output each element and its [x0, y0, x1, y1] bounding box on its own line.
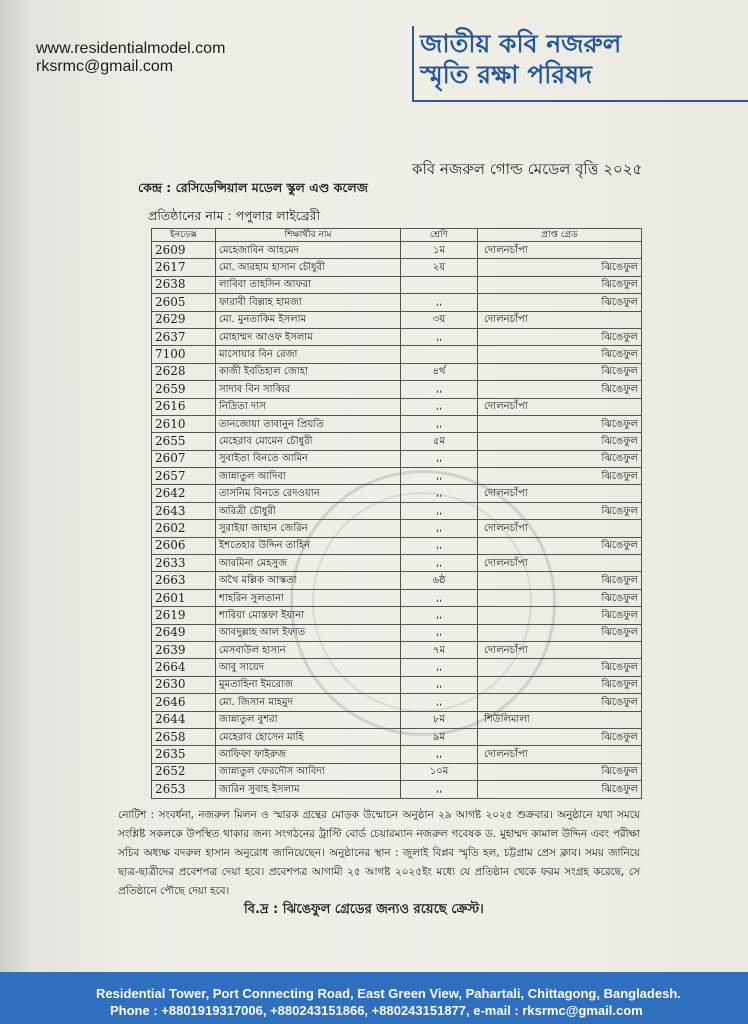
class-cell: [401, 276, 478, 293]
table-row: [152, 589, 642, 606]
grade-cell: ঝিঙেফুল: [478, 381, 642, 398]
class-cell: ,,: [401, 398, 478, 415]
grade-cell: ঝিঙেফুল: [478, 659, 642, 676]
index-cell: 2629: [152, 311, 216, 328]
index-cell: 2628: [152, 363, 216, 380]
grade-cell: ঝিঙেফুল: [478, 763, 642, 780]
grade-cell: ঝিঙেফুল: [478, 781, 642, 798]
grade-cell: দোলনচাঁপা: [478, 485, 642, 502]
table-row: [152, 676, 642, 693]
index-cell: 2609: [152, 242, 216, 259]
notice-paragraph: নোটিশ : সংবর্ধনা, নজরুল মিলন ও স্মারক গ্রন্থের মোড়ক উন্মোচন অনুষ্ঠান ২৯ আগষ্ট ২০২৫ শুক্রবার। অনুষ্ঠানে যথা সময়ে সংশ্লিষ্ট সকলকে উপস্থিত থাকার জন্য সংগঠনের ট্রাস্টি বোর্ড চেয়ারম্যান নজরুল গবেষক ড. মুহাম্মদ কামাল উদ্দিন এবং পরীক্ষা সচিব অধ্যক্ষ বদরুল হাসান অনুরোধ জানিয়েছেন। অনুষ্ঠানের স্থান : জুলাই বিপ্লব স্মৃতি হল, চট্টগ্রাম প্রেস ক্লাব। সময় জানিয়ে ছাত্র-ছাত্রীদের প্রবেশপত্র দেয়া হবে। প্রবেশপত্র আগামী ২৫ আগষ্ট ২০২৫ইং মধ্যে যে প্রতিষ্ঠান থেকে ফরম সংগ্রহ করেছে, সে প্রতিষ্ঠানে পৌছে দেয়া হবে।: [118, 809, 640, 897]
student-name-cell: মোহাম্মদ আওফ ইসলাম: [216, 328, 401, 345]
table-row: [152, 242, 642, 259]
student-name-cell: আবদুল্লাহ আল ইফাত: [216, 624, 401, 641]
student-name-cell: শাহরিন সুলতানা: [216, 589, 401, 606]
table-row: [152, 381, 642, 398]
index-cell: 2601: [152, 589, 216, 606]
table-row: [152, 520, 642, 537]
table-row: [152, 537, 642, 554]
table-row: [152, 781, 642, 798]
student-name-cell: আবু সায়েদ: [216, 659, 401, 676]
grade-cell: ঝিঙেফুল: [478, 276, 642, 293]
footer-bar: [0, 972, 748, 1024]
class-cell: ,,: [401, 555, 478, 572]
table-row: [152, 728, 642, 745]
index-cell: 2633: [152, 555, 216, 572]
org-name-line2: স্মৃতি রক্ষা পরিষদ: [420, 60, 593, 89]
index-cell: 2638: [152, 276, 216, 293]
table-row: [152, 572, 642, 589]
student-name-cell: সাদাব বিন সাব্বির: [216, 381, 401, 398]
grade-cell: ঝিঙেফুল: [478, 346, 642, 363]
index-cell: 2664: [152, 659, 216, 676]
grade-cell: ঝিঙেফুল: [478, 572, 642, 589]
institution-name: প্রতিষ্ঠানের নাম : পপুলার লাইব্রেরী: [148, 208, 321, 223]
index-cell: 2635: [152, 746, 216, 763]
class-cell: ,,: [401, 676, 478, 693]
student-name-cell: আফিফা ফাইরুজ: [216, 746, 401, 763]
index-cell: 2663: [152, 572, 216, 589]
student-name-cell: ইশতেহার উদ্দিন তাহিন: [216, 537, 401, 554]
organization-name: [420, 28, 621, 90]
grade-cell: ঝিঙেফুল: [478, 450, 642, 467]
student-name-cell: জান্নাতুল ফেরদৌস আবিদা: [216, 763, 401, 780]
class-cell: ২য়: [401, 259, 478, 276]
contact-block: [36, 40, 225, 76]
table-row: [152, 450, 642, 467]
student-name-cell: সুরাইয়া জাহান জেরিন: [216, 520, 401, 537]
header-index: ইনডেক্স: [152, 229, 216, 242]
student-name-cell: জারিন সুবাহ ইসলাম: [216, 781, 401, 798]
index-cell: 2643: [152, 502, 216, 519]
student-name-cell: অরিত্রী চৌধুরী: [216, 502, 401, 519]
grade-cell: দোলনচাঁপা: [478, 242, 642, 259]
index-cell: 2644: [152, 711, 216, 728]
table-row: [152, 433, 642, 450]
results-table: [151, 228, 642, 799]
student-name-cell: কাজী ইবতিহাল জোহা: [216, 363, 401, 380]
index-cell: 2646: [152, 694, 216, 711]
class-cell: ,,: [401, 537, 478, 554]
centre-name: কেন্দ্র : রেসিডেন্সিয়াল মডেল স্কুল এণ্ড কলেজ: [138, 180, 368, 195]
footer-address: Residential Tower, Port Connecting Road, East Green View, Pahartali, Chittagong, Bangladesh.: [96, 986, 681, 1001]
grade-cell: ঝিঙেফুল: [478, 468, 642, 485]
grade-cell: দোলনচাঁপা: [478, 520, 642, 537]
table-row: [152, 276, 642, 293]
table-row: [152, 659, 642, 676]
class-cell: ,,: [401, 502, 478, 519]
class-cell: ,,: [401, 694, 478, 711]
class-cell: ,,: [401, 781, 478, 798]
student-name-cell: মো. মুনতাকিম ইসলাম: [216, 311, 401, 328]
header-name: শিক্ষার্থীর নাম: [216, 229, 401, 242]
grade-cell: দোলনচাঁপা: [478, 311, 642, 328]
student-name-cell: মো. আরহাম হাসান চৌধুরী: [216, 259, 401, 276]
grade-cell: ঝিঙেফুল: [478, 624, 642, 641]
index-cell: 2637: [152, 328, 216, 345]
table-row: [152, 763, 642, 780]
index-cell: 2606: [152, 537, 216, 554]
class-cell: ,,: [401, 659, 478, 676]
class-cell: ,,: [401, 381, 478, 398]
table-row: [152, 398, 642, 415]
index-cell: 2617: [152, 259, 216, 276]
student-name-cell: মেসবাউল হাসান: [216, 641, 401, 658]
table-row: [152, 311, 642, 328]
grade-cell: ঝিঙেফুল: [478, 694, 642, 711]
class-cell: ৬ষ্ঠ: [401, 572, 478, 589]
table-header-row: [152, 229, 642, 242]
table-row: [152, 363, 642, 380]
table-row: [152, 328, 642, 345]
grade-cell: ঝিঙেফুল: [478, 415, 642, 432]
index-cell: 2653: [152, 781, 216, 798]
class-cell: ৯ম: [401, 728, 478, 745]
student-name-cell: তানজোয়া তাবানুন প্রিয়তি: [216, 415, 401, 432]
student-name-cell: মেহেরাব হোসেন মাহি: [216, 728, 401, 745]
table-row: [152, 694, 642, 711]
student-name-cell: মাসোয়ার বিন রেজা: [216, 346, 401, 363]
award-title: কবি নজরুল গোল্ড মেডেল বৃত্তি ২০২৫: [412, 160, 643, 178]
index-cell: 2605: [152, 294, 216, 311]
class-cell: ,,: [401, 607, 478, 624]
index-cell: 2616: [152, 398, 216, 415]
index-cell: 2642: [152, 485, 216, 502]
class-cell: ,,: [401, 624, 478, 641]
index-cell: 2607: [152, 450, 216, 467]
grade-cell: ঝিঙেফুল: [478, 537, 642, 554]
student-name-cell: ফারাবী বিল্লাহ হামজা: [216, 294, 401, 311]
class-cell: ,,: [401, 520, 478, 537]
website-text: www.residentialmodel.com: [36, 40, 226, 57]
table-row: [152, 607, 642, 624]
class-cell: ,,: [401, 746, 478, 763]
class-cell: ,,: [401, 415, 478, 432]
table-row: [152, 746, 642, 763]
index-cell: 2602: [152, 520, 216, 537]
grade-cell: ঝিঙেফুল: [478, 328, 642, 345]
class-cell: [401, 346, 478, 363]
class-cell: ,,: [401, 294, 478, 311]
grade-cell: ঝিঙেফুল: [478, 589, 642, 606]
table-row: [152, 485, 642, 502]
index-cell: 2630: [152, 676, 216, 693]
class-cell: ১ম: [401, 242, 478, 259]
index-cell: 2639: [152, 641, 216, 658]
class-cell: ,,: [401, 485, 478, 502]
student-name-cell: শারিয়া মোস্তফা ইয়ানা: [216, 607, 401, 624]
student-name-cell: নিদ্রিতা দাস: [216, 398, 401, 415]
class-cell: ৫ম: [401, 433, 478, 450]
index-cell: 2657: [152, 468, 216, 485]
grade-cell: ঝিঙেফুল: [478, 294, 642, 311]
grade-cell: ঝিঙেফুল: [478, 259, 642, 276]
table-row: [152, 346, 642, 363]
index-cell: 2649: [152, 624, 216, 641]
class-cell: ৪র্থ: [401, 363, 478, 380]
student-name-cell: মেহেজাবিন আহমেদ: [216, 242, 401, 259]
grade-cell: ঝিঙেফুল: [478, 728, 642, 745]
student-name-cell: মো. জিসান মাহমুদ: [216, 694, 401, 711]
grade-cell: ঝিঙেফুল: [478, 433, 642, 450]
grade-cell: শিউলিমালা: [478, 711, 642, 728]
class-cell: ,,: [401, 328, 478, 345]
student-name-cell: আরমিনা মেহসুজ: [216, 555, 401, 572]
header-class: শ্রেণি: [401, 229, 478, 242]
table-row: [152, 624, 642, 641]
index-cell: 2610: [152, 415, 216, 432]
grade-cell: দোলনচাঁপা: [478, 641, 642, 658]
grade-cell: ঝিঙেফুল: [478, 607, 642, 624]
class-cell: ৩য়: [401, 311, 478, 328]
grade-cell: দোলনচাঁপা: [478, 746, 642, 763]
student-name-cell: জান্নাতুল আদিবা: [216, 468, 401, 485]
table-row: [152, 555, 642, 572]
table-row: [152, 259, 642, 276]
class-cell: ,,: [401, 450, 478, 467]
table-row: [152, 468, 642, 485]
index-cell: 7100: [152, 346, 216, 363]
class-cell: ১০ম: [401, 763, 478, 780]
student-name-cell: লাবিবা তাহসিন আফরা: [216, 276, 401, 293]
table-row: [152, 641, 642, 658]
table-row: [152, 502, 642, 519]
header-grade: প্রাপ্ত গ্রেড: [478, 229, 642, 242]
grade-cell: দোলনচাঁপা: [478, 555, 642, 572]
student-name-cell: জান্নাতুল বুশরা: [216, 711, 401, 728]
table-row: [152, 711, 642, 728]
index-cell: 2658: [152, 728, 216, 745]
student-name-cell: অথৈ মল্লিক আস্কতা: [216, 572, 401, 589]
note-text: বি.দ্র : ঝিঙেফুল গ্রেডের জন্যও রয়েছে ক্রেস্ট।: [244, 902, 484, 917]
grade-cell: দোলনচাঁপা: [478, 398, 642, 415]
class-cell: ,,: [401, 589, 478, 606]
index-cell: 2655: [152, 433, 216, 450]
table-row: [152, 294, 642, 311]
student-name-cell: সুবাইতা বিনতে আমিন: [216, 450, 401, 467]
class-cell: ৭ম: [401, 641, 478, 658]
footer-phone: Phone : +8801919317006, +880243151866, +880243151877, e-mail : rksrmc@gmail.com: [110, 1003, 643, 1018]
student-name-cell: তাসনিম বিনতে রেদওয়ান: [216, 485, 401, 502]
student-name-cell: মুমতাহিনা ইমরোজ: [216, 676, 401, 693]
class-cell: ৮ম: [401, 711, 478, 728]
index-cell: 2652: [152, 763, 216, 780]
class-cell: ,,: [401, 468, 478, 485]
grade-cell: ঝিঙেফুল: [478, 502, 642, 519]
table-row: [152, 415, 642, 432]
student-name-cell: মেহেরাব মোমেন চৌধুরী: [216, 433, 401, 450]
org-name-line1: জাতীয় কবি নজরুল: [420, 29, 622, 58]
index-cell: 2619: [152, 607, 216, 624]
index-cell: 2659: [152, 381, 216, 398]
email-text: rksrmc@gmail.com: [36, 58, 174, 75]
grade-cell: ঝিঙেফুল: [478, 676, 642, 693]
grade-cell: ঝিঙেফুল: [478, 363, 642, 380]
